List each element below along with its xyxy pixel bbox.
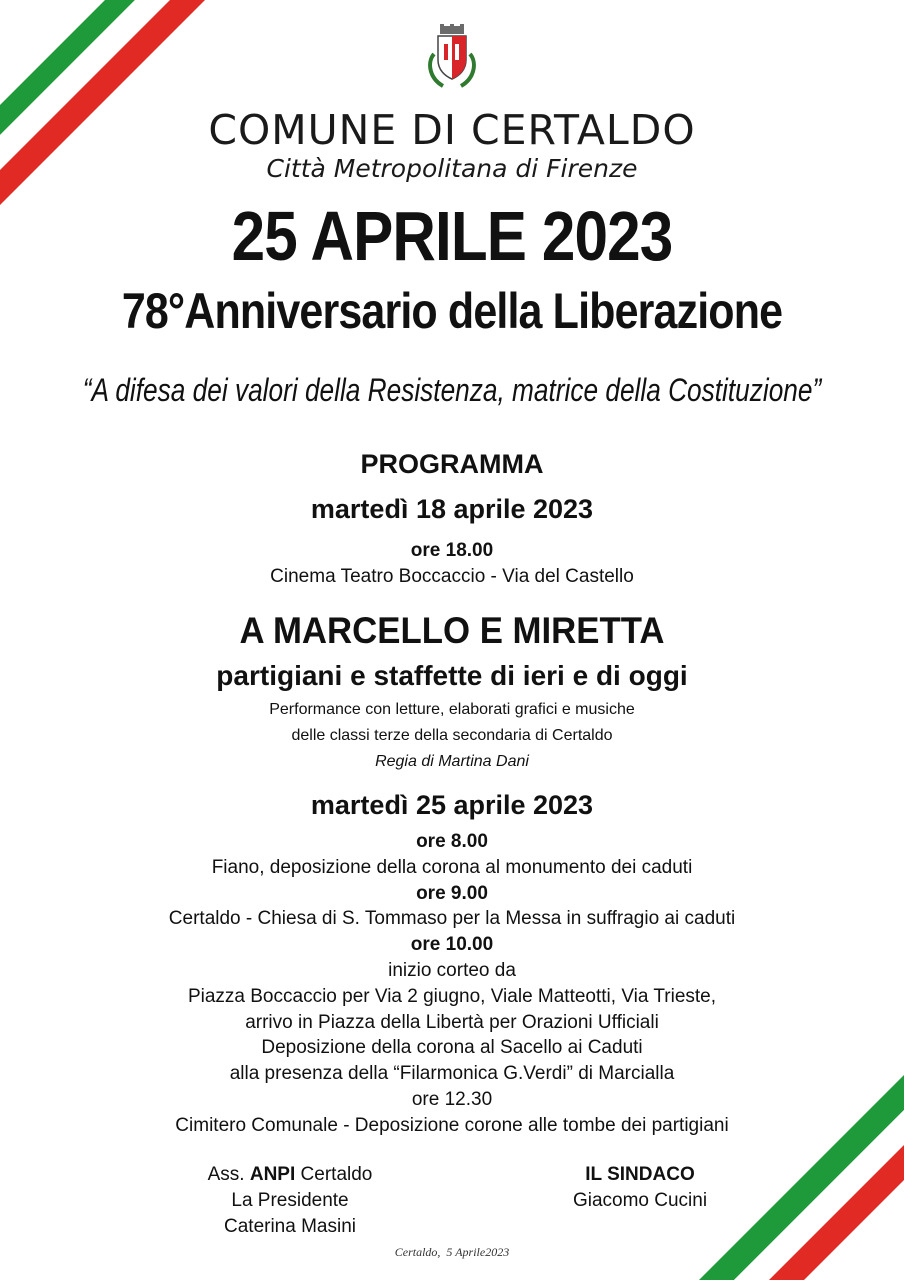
org-bold: ANPI [249, 1164, 296, 1185]
motto-quote: “A difesa dei valori della Resistenza, matrice della Costituzione” [82, 372, 822, 408]
event-title: A MARCELLO E MIRETTA [239, 610, 665, 651]
day2-date: martedì 25 aprile 2023 [310, 790, 594, 820]
day2-schedule [0, 829, 904, 1139]
coat-of-arms-icon [425, 24, 479, 90]
schedule-line: Deposizione della corona al Sacello ai Caduti [261, 1037, 643, 1059]
anpi-role: La Presidente [231, 1190, 349, 1211]
day1-date: martedì 18 aprile 2023 [310, 494, 594, 524]
org-prefix: Ass. [207, 1164, 250, 1185]
day1-time: ore 18.00 [410, 540, 494, 561]
anpi-organization [170, 1162, 410, 1188]
schedule-line: Fiano, deposizione della corona al monumento dei caduti [211, 856, 693, 878]
metro-area-name: Città Metropolitana di Firenze [266, 154, 638, 183]
footer-place-date: Certaldo, 5 Aprile2023 [394, 1245, 510, 1259]
event-description-line-2: delle classi terze della secondaria di Certaldo [291, 727, 613, 744]
anniversary-title: 78°Anniversario della Liberazione [121, 283, 783, 339]
schedule-line: ore 10.00 [410, 934, 494, 956]
schedule-line: Certaldo - Chiesa di S. Tommaso per la Messa in suffragio ai caduti [168, 908, 736, 930]
signature-anpi [170, 1162, 410, 1240]
signature-mayor [520, 1162, 760, 1214]
event-description-line-1: Performance con letture, elaborati grafici e musiche [269, 701, 635, 718]
org-suffix: Certaldo [295, 1164, 373, 1185]
event-director: Regia di Martina Dani [375, 753, 529, 770]
schedule-line: inizio corteo da [388, 959, 516, 981]
schedule-line: Cimitero Comunale - Deposizione corone alle tombe dei partigiani [175, 1114, 729, 1136]
schedule-line: Piazza Boccaccio per Via 2 giugno, Viale Matteotti, Via Trieste, [187, 985, 717, 1007]
main-date-title: 25 APRILE 2023 [231, 197, 673, 275]
mayor-name: Giacomo Cucini [572, 1190, 708, 1211]
anpi-name: Caterina Masini [224, 1216, 356, 1237]
schedule-line: ore 8.00 [416, 831, 488, 852]
schedule-line: arrivo in Piazza della Libertà per Orazioni Ufficiali [245, 1011, 659, 1033]
day1-place: Cinema Teatro Boccaccio - Via del Castello [270, 566, 634, 587]
schedule-line: ore 9.00 [416, 882, 488, 904]
program-heading: PROGRAMMA [360, 449, 544, 479]
municipality-name: COMUNE DI CERTALDO [208, 106, 696, 154]
mayor-role: IL SINDACO [585, 1164, 695, 1185]
event-subtitle: partigiani e staffette di ieri e di oggi [216, 660, 688, 691]
schedule-line: ore 12.30 [411, 1088, 493, 1110]
schedule-line: alla presenza della “Filarmonica G.Verdi” di Marcialla [229, 1063, 675, 1085]
